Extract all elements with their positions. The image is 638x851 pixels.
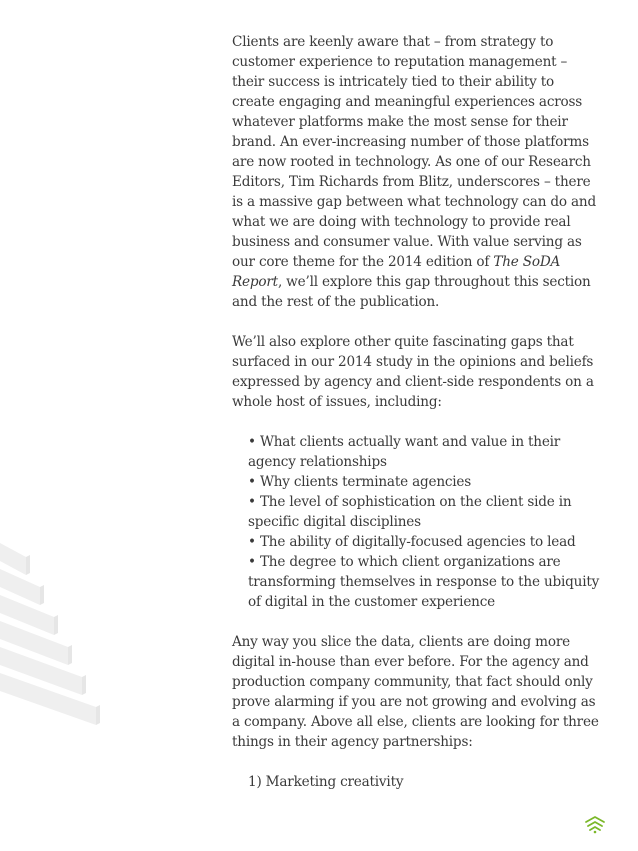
list-item: • The level of sophistication on the client side in specific digital disciplines — [248, 494, 572, 530]
list-item: • The ability of digitally-focused agencies to lead — [248, 534, 576, 550]
soda-logo-icon — [583, 814, 607, 834]
gaps-paragraph: We’ll also explore other quite fascinating gaps that surfaced in our 2014 study in the opinions and beliefs expressed by agency and client-side respondents on a whole host of issues, including: — [232, 334, 594, 410]
issues-list — [248, 432, 600, 612]
list-item: • The degree to which client organizations are transforming themselves in response to the ubiquity of digital in the customer experience — [248, 554, 600, 610]
list-item: • Why clients terminate agencies — [248, 474, 472, 490]
list-item: 1) Marketing creativity — [248, 774, 404, 790]
article-body — [232, 32, 600, 792]
intro-paragraph: Clients are keenly aware that – from strategy to customer experience to reputation management – their success is intricately tied to their ability to create engaging and meaningful experiences across whatever platforms make the most sense for their brand. An ever-increasing number of those platforms are now rooted in technology. As one of our Research Editors, Tim Richards from Blitz, underscores – there is a massive gap between what technology can do and what we are doing with technology to provide real business and consumer value. With value serving as our core theme for the 2014 edition of The SoDA Report, we’ll explore this gap throughout this section and the rest of the publication. — [232, 34, 596, 310]
list-item: • What clients actually want and value in their agency relationships — [248, 434, 561, 470]
in-house-paragraph: Any way you slice the data, clients are doing more digital in-house than ever before. For the agency and production company community, that fact should only prove alarming if you are not growing and evolving as a company. Above all else, clients are looking for three things in their agency partnerships: — [232, 634, 599, 750]
stepped-chevron-decoration — [0, 535, 120, 735]
publication-title: The SoDA Report — [232, 254, 561, 290]
priorities-list — [248, 772, 600, 792]
